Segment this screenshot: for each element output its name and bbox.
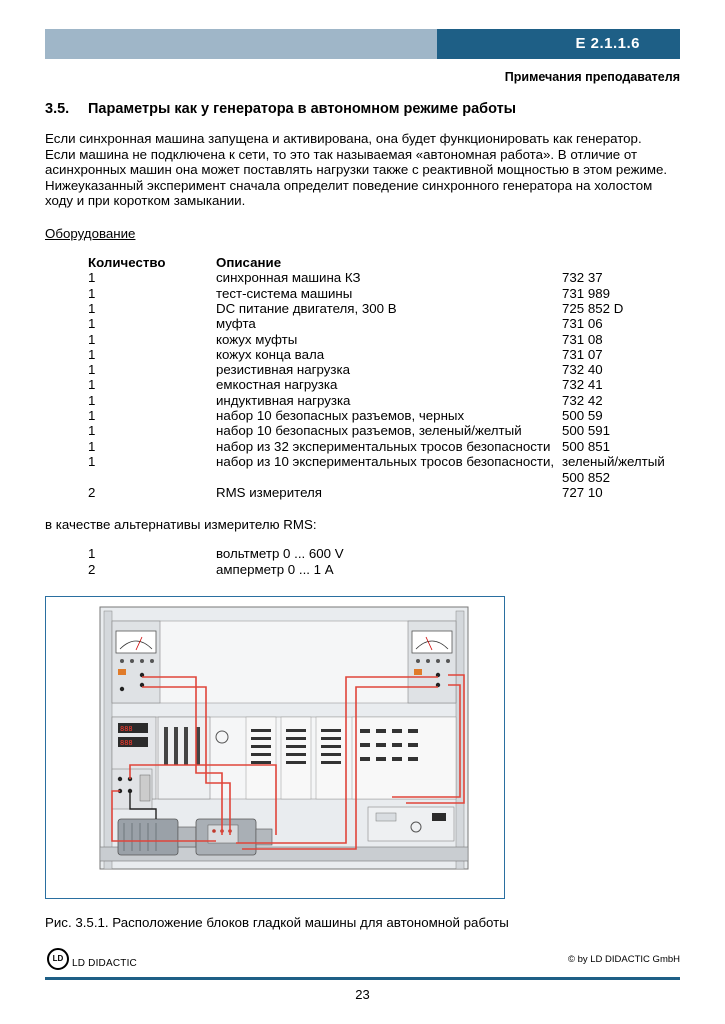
knob xyxy=(150,659,154,663)
item-code: зеленый/желтый xyxy=(562,454,665,469)
load-module-resistive xyxy=(246,717,276,799)
item-code: 731 06 xyxy=(562,316,603,331)
column-header-desc: Описание xyxy=(216,255,282,270)
header-bar-light xyxy=(45,29,437,59)
footer-divider xyxy=(45,977,680,980)
item-desc: кожух муфты xyxy=(216,332,298,347)
page-number: 23 xyxy=(355,987,370,1002)
item-qty: 1 xyxy=(88,270,96,285)
item-desc: синхронная машина КЗ xyxy=(216,270,361,285)
item-qty: 1 xyxy=(88,377,96,392)
ld-didactic-logo: LD xyxy=(47,948,69,970)
paragraph-line: асинхронных машин она может поставлять нагрузки также с реактивной мощностью в этом режиме. xyxy=(45,162,668,177)
item-qty: 1 xyxy=(88,286,96,301)
item-code: 731 07 xyxy=(562,347,603,362)
item-code: 500 591 xyxy=(562,423,611,438)
header-subtitle: Примечания преподавателя xyxy=(504,70,680,84)
bench-illustration xyxy=(46,597,504,898)
item-qty: 1 xyxy=(88,546,96,561)
paragraph-line: ходу и при коротком замыкании. xyxy=(45,193,246,208)
item-qty: 1 xyxy=(88,408,96,423)
knob xyxy=(436,659,440,663)
knob xyxy=(426,659,430,663)
item-qty: 2 xyxy=(88,485,96,500)
item-desc: кожух конца вала xyxy=(216,347,325,362)
item-desc: амперметр 0 ... 1 A xyxy=(216,562,334,577)
copyright: © by LD DIDACTIC GmbH xyxy=(567,954,680,965)
equipment-heading: Оборудование xyxy=(45,226,136,241)
item-code: 727 10 xyxy=(562,485,603,500)
item-qty: 1 xyxy=(88,316,96,331)
item-code: 500 852 xyxy=(562,470,611,485)
slider xyxy=(164,727,168,765)
item-desc: вольтметр 0 ... 600 V xyxy=(216,546,344,561)
coupling-guard xyxy=(178,827,196,847)
item-desc: набор из 32 экспериментальных тросов безопасности xyxy=(216,439,551,454)
item-desc: набор 10 безопасных разъемов, зеленый/желтый xyxy=(216,423,522,438)
item-code: 725 852 D xyxy=(562,301,624,316)
item-qty: 1 xyxy=(88,301,96,316)
item-code: 732 37 xyxy=(562,270,603,285)
item-qty: 1 xyxy=(88,362,96,377)
item-desc: DC питание двигателя, 300 В xyxy=(216,301,397,316)
test-system-box xyxy=(368,807,454,841)
load-module-capacitive xyxy=(281,717,311,799)
figure-caption: Рис. 3.5.1. Расположение блоков гладкой машины для автономной работы xyxy=(45,915,509,930)
item-desc: муфта xyxy=(216,316,256,331)
alternative-note: в качестве альтернативы измерителю RMS: xyxy=(45,517,317,532)
top-panel-row xyxy=(112,621,456,703)
figure-bench-layout xyxy=(45,596,505,899)
item-code: 731 08 xyxy=(562,332,603,347)
section-title: Параметры как у генератора в автономном режиме работы xyxy=(88,101,517,117)
knob xyxy=(416,659,420,663)
rack-post-left xyxy=(104,611,112,869)
item-code: 732 41 xyxy=(562,377,603,392)
item-desc: емкостная нагрузка xyxy=(216,377,338,392)
paragraph-line: Если машина не подключена к сети, то это так называемая «автономная работа». В отличие от xyxy=(45,146,638,162)
column-header-qty: Количество xyxy=(88,255,166,270)
knob xyxy=(140,659,144,663)
paragraph-line: Если синхронная машина запущена и активирована, она будет функционировать как генератор. xyxy=(45,131,642,146)
item-desc: тест-система машины xyxy=(216,286,353,301)
item-qty: 1 xyxy=(88,332,96,347)
indicator xyxy=(414,669,422,675)
item-code: 732 42 xyxy=(562,393,603,408)
logo-text: LD DIDACTIC xyxy=(72,958,137,969)
item-qty: 1 xyxy=(88,439,96,454)
knob xyxy=(120,659,124,663)
item-qty: 1 xyxy=(88,393,96,408)
item-code: 500 59 xyxy=(562,408,603,423)
item-desc: RMS измерителя xyxy=(216,485,322,500)
load-module-inductive xyxy=(316,717,346,799)
item-code: 732 40 xyxy=(562,362,603,377)
item-code: 500 851 xyxy=(562,439,611,454)
item-qty: 1 xyxy=(88,347,96,362)
item-desc: набор 10 безопасных разъемов, черных xyxy=(216,408,465,423)
item-qty: 1 xyxy=(88,423,96,438)
slider xyxy=(184,727,188,765)
slider xyxy=(174,727,178,765)
item-desc: набор из 10 экспериментальных тросов безопасности, xyxy=(216,454,555,469)
section-number: 3.5. xyxy=(45,101,70,117)
display-digits: 888 xyxy=(120,725,133,733)
item-desc: индуктивная нагрузка xyxy=(216,393,351,408)
paragraph-line: Нижеуказанный эксперимент сначала определит поведение синхронного генератора на холостом xyxy=(45,177,653,193)
item-code: 731 989 xyxy=(562,286,611,301)
document-code: E 2.1.1.6 xyxy=(437,29,680,59)
knob xyxy=(446,659,450,663)
display-digits: 888 xyxy=(120,739,133,747)
item-desc: резистивная нагрузка xyxy=(216,362,350,377)
socket xyxy=(120,687,124,691)
item-qty: 1 xyxy=(88,454,96,469)
item-qty: 2 xyxy=(88,562,96,577)
intro-paragraph xyxy=(45,131,680,209)
switch-matrix xyxy=(352,717,456,799)
indicator xyxy=(118,669,126,675)
knob xyxy=(130,659,134,663)
